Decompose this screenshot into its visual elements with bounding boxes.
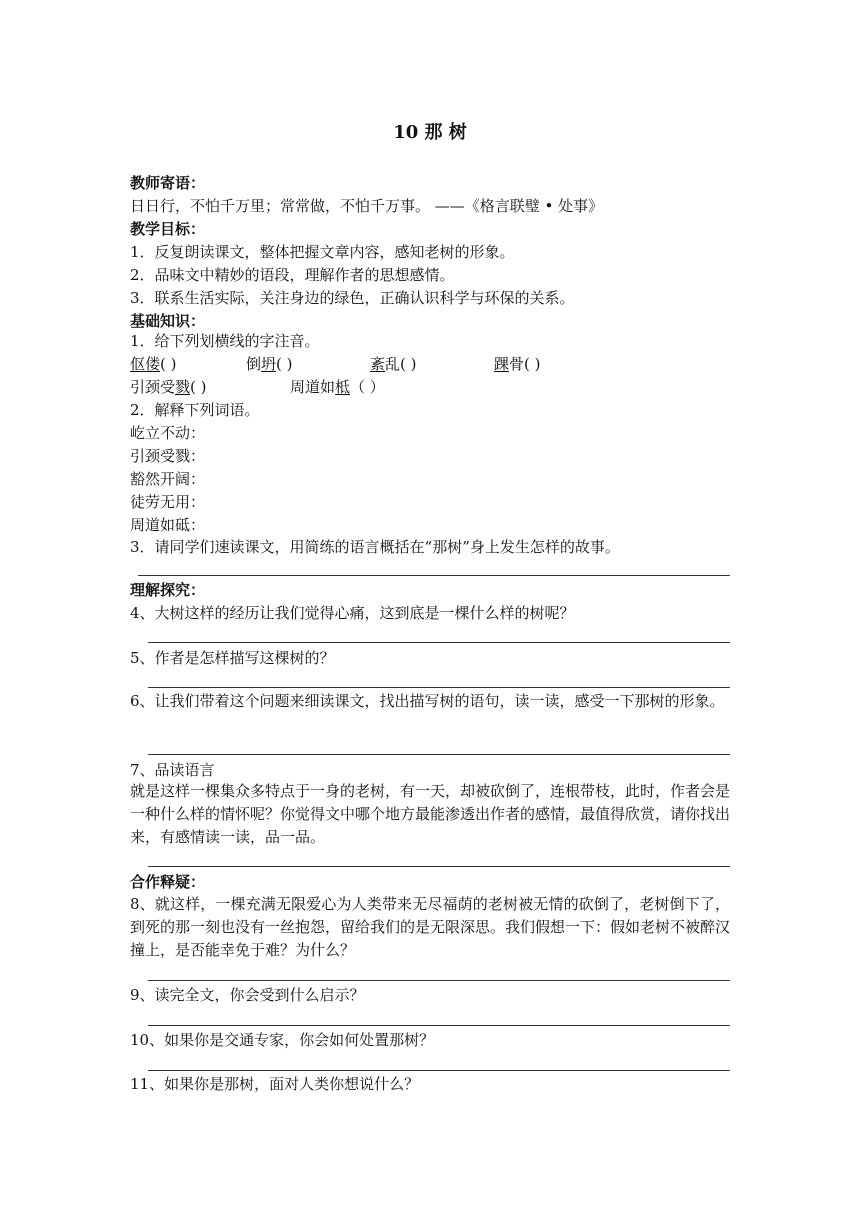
underlined-char: 柢	[335, 378, 351, 396]
word-item: 周道如砥：	[130, 516, 206, 534]
coop-heading: 合作释疑：	[130, 873, 206, 891]
question-6: 6、让我们带着这个问题来细读课文，找出描写树的语句，读一读，感受一下那树的形象。	[130, 692, 725, 710]
question-1: 1．给下列划横线的字注音。	[130, 332, 320, 350]
pinyin-item: 周道如柢（ ）	[290, 378, 385, 396]
question-3: 3．请同学们速读课文，用简练的语言概括在“那树”身上发生怎样的故事。	[130, 538, 620, 556]
underlined-char: 伛偻	[130, 355, 161, 373]
goal-item-3: 3．联系生活实际，关注身边的绿色，正确认识科学与环保的关系。	[130, 289, 575, 307]
underlined-char: 坍	[261, 355, 277, 373]
word-item: 豁然开阔：	[130, 470, 206, 488]
word-item: 屹立不动：	[130, 424, 206, 442]
basics-heading: 基础知识：	[130, 312, 206, 330]
answer-line[interactable]	[148, 642, 730, 643]
page-title: 10 那 树	[393, 122, 467, 143]
word-item: 引颈受戮：	[130, 447, 206, 465]
explore-heading: 理解探究：	[130, 581, 206, 599]
question-10: 10、如果你是交通专家，你会如何处置那树？	[130, 1031, 435, 1049]
answer-line[interactable]	[148, 687, 730, 688]
pinyin-item: 紊乱( )	[370, 355, 417, 373]
question-7-body: 就是这样一棵集众多特点于一身的老树，有一天，却被砍倒了，连根带枝，此时，作者会是一种什么样的情怀呢？你觉得文中哪个地方最能渗透出作者的感情，最值得欣赏，请你找出来，有感情读一读，品一品。	[130, 782, 731, 846]
answer-line[interactable]	[148, 980, 730, 981]
question-4: 4、大树这样的经历让我们觉得心痛，这到底是一棵什么样的树呢？	[130, 604, 575, 622]
underlined-char: 踝	[494, 355, 510, 373]
underlined-char: 紊	[370, 355, 386, 373]
question-2: 2．解释下列词语。	[130, 401, 260, 419]
question-9: 9、读完全文，你会受到什么启示？	[130, 986, 365, 1004]
answer-line[interactable]	[148, 1025, 730, 1026]
pinyin-item: 引颈受戮( )	[130, 378, 207, 396]
underlined-char: 戮	[175, 378, 191, 396]
teacher-message-heading: 教师寄语：	[130, 174, 206, 192]
goal-item-1: 1．反复朗读课文，整体把握文章内容，感知老树的形象。	[130, 243, 515, 261]
goals-heading: 教学目标：	[130, 220, 206, 238]
question-11: 11、如果你是那树，面对人类你想说什么？	[130, 1075, 420, 1093]
pinyin-item: 伛偻( )	[130, 355, 177, 373]
answer-line[interactable]	[138, 575, 730, 576]
answer-line[interactable]	[148, 866, 730, 867]
teacher-quote: 日日行，不怕千万里；常常做，不怕千万事。 ——《格言联璧 • 处事》	[130, 197, 604, 215]
word-item: 徒劳无用：	[130, 493, 206, 511]
question-7-title: 7、品读语言	[130, 761, 215, 779]
goal-item-2: 2．品味文中精妙的语段，理解作者的思想感情。	[130, 266, 455, 284]
answer-line[interactable]	[148, 754, 730, 755]
pinyin-item: 倒坍( )	[246, 355, 293, 373]
question-5: 5、作者是怎样描写这棵树的？	[130, 649, 335, 667]
pinyin-item: 踝骨( )	[494, 355, 541, 373]
answer-line[interactable]	[148, 1070, 730, 1071]
question-8: 8、就这样，一棵充满无限爱心为人类带来无尽福荫的老树被无情的砍倒了，老树倒下了，到死的那一刻也没有一丝抱怨，留给我们的是无限深思。我们假想一下：假如老树不被醉汉撞上，是否能幸免于难？为什么？	[130, 895, 731, 959]
